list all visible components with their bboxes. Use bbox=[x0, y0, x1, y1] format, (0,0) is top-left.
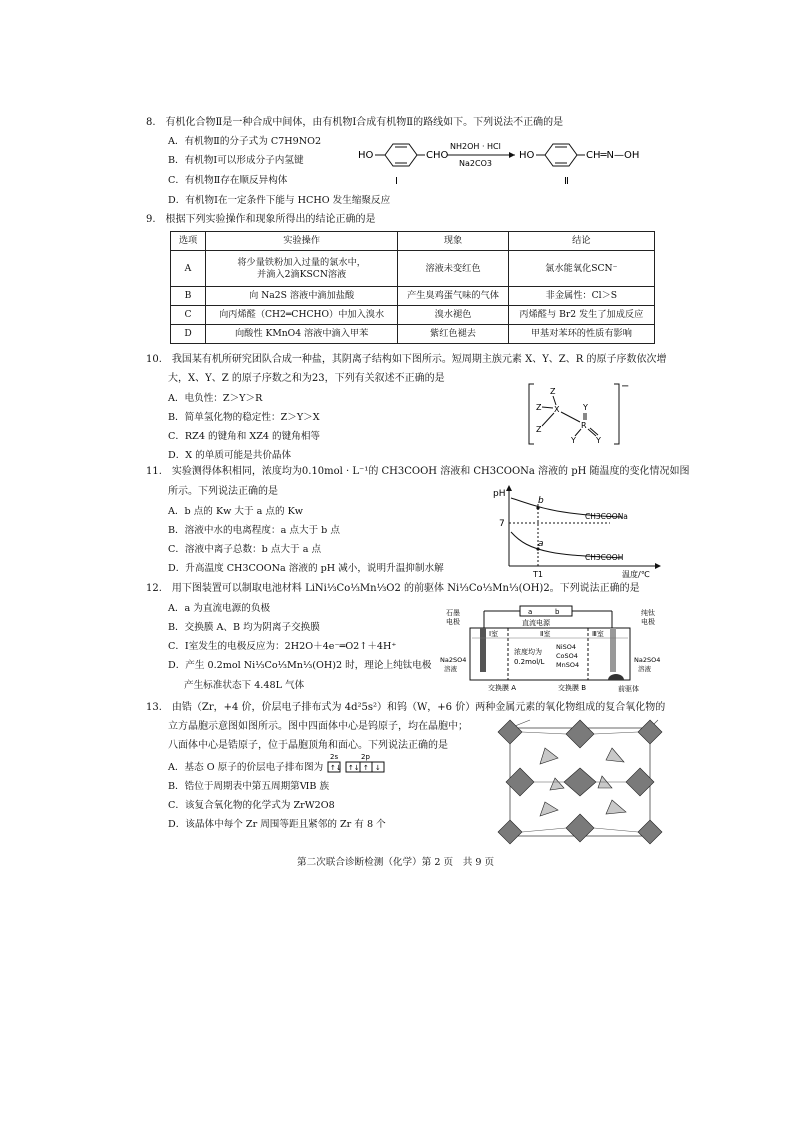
x-axis-label: 温度/℃ bbox=[622, 570, 650, 579]
q12-option-d-line1: D．产生 0.2mol Ni⅓Co⅓Mn⅓(OH)2 时，理论上纯钛电极 bbox=[168, 660, 432, 671]
table-cell: 甲基对苯环的性质有影响 bbox=[508, 325, 654, 344]
q10-stem-line1: 10. 我国某有机所研究团队合成一种盐，其阴离子结构如下图所示。短周期主族元素 X、Y、Z、R 的原子序数依次增 bbox=[146, 354, 667, 365]
q13-crystal-cell-figure bbox=[500, 718, 660, 843]
table-header: 选项 bbox=[171, 232, 206, 251]
table-row bbox=[171, 306, 655, 325]
table-header: 结论 bbox=[508, 232, 654, 251]
table-cell: 溴水褪色 bbox=[398, 306, 508, 325]
table-cell: 紫红色褪去 bbox=[398, 325, 508, 344]
q11-option-b: B．溶液中水的电离程度：a 点大于 b 点 bbox=[168, 525, 340, 536]
q8-stem: 8. 有机化合物Ⅱ是一种合成中间体，由有机物Ⅰ合成有机物Ⅱ的路线如下。下列说法不正确的是 bbox=[146, 117, 564, 128]
precursor-pile bbox=[608, 674, 624, 680]
table-header: 实验操作 bbox=[206, 232, 398, 251]
q13-orbital-diagram bbox=[326, 751, 396, 777]
room2-label: Ⅱ室 bbox=[540, 630, 551, 638]
legend-ch3cooh: CH3COOH bbox=[585, 553, 624, 562]
q10-option-b: B．简单氢化物的稳定性：Z＞Y＞X bbox=[168, 412, 320, 423]
atom-y1: Y bbox=[583, 403, 588, 412]
power-label: 直流电源 bbox=[522, 619, 550, 627]
q10-option-a: A．电负性：Z＞Y＞R bbox=[168, 393, 263, 404]
q8-product-tail: CH═N—OH bbox=[586, 150, 640, 161]
tick-7: 7 bbox=[499, 519, 505, 529]
arrow-icon: ↑↓ bbox=[348, 764, 360, 772]
q12-option-b: B．交换膜 A、B 均为阴离子交换膜 bbox=[168, 622, 320, 633]
q11-option-d: D．升高温度 CH3COONa 溶液的 pH 减小，说明升温抑制水解 bbox=[168, 563, 444, 574]
q13-option-b: B．锆位于周期表中第五周期第ⅥB 族 bbox=[168, 781, 330, 792]
table-cell-line: 并滴入2滴KSCN溶液 bbox=[257, 268, 347, 280]
table-cell: 向丙烯醛（CH2═CHCHO）中加入溴水 bbox=[206, 306, 398, 325]
membrane-b-label: 交换膜 B bbox=[558, 684, 587, 692]
table-row bbox=[171, 287, 655, 306]
q11-stem-line1: 11. 实验测得体积相同，浓度均为0.10mol · L⁻¹的 CH3COOH 溶液和 CH3COONa 溶液的 pH 随温度的变化情况如图 bbox=[146, 466, 690, 477]
q12-option-a: A．a 为直流电源的负极 bbox=[168, 603, 271, 614]
q13-stem-line1: 13. 由锆（Zr，+4 价，价层电子排布式为 4d²5s²）和钨（W，+6 价）两种金属元素的氧化物组成的复合氧化物的 bbox=[146, 702, 666, 713]
label-b: b bbox=[538, 496, 544, 506]
table-cell: A bbox=[171, 251, 206, 287]
table-cell bbox=[206, 251, 398, 287]
q8-ho-left: HO bbox=[358, 150, 374, 161]
q13-option-d: D．该晶体中每个 Zr 周围等距且紧邻的 Zr 有 8 个 bbox=[168, 819, 386, 830]
orbital-2s-label: 2s bbox=[330, 753, 339, 761]
q9-stem: 9. 根据下列实验操作和现象所得出的结论正确的是 bbox=[146, 214, 376, 225]
graphite-label2: 电极 bbox=[446, 618, 460, 626]
right-bracket bbox=[614, 384, 619, 444]
q13-option-c: C．该复合氧化物的化学式为 ZrW2O8 bbox=[168, 800, 335, 811]
y-axis-label: pH bbox=[493, 489, 506, 499]
q10-option-c: C．RZ4 的键角和 XZ4 的键角相等 bbox=[168, 431, 321, 442]
arrow-icon: ↑↓ bbox=[330, 764, 342, 772]
right-solution1: Na2SO4 bbox=[634, 656, 661, 664]
q8-label-ii: Ⅱ bbox=[564, 176, 569, 187]
q11-stem-line2: 所示。下列说法正确的是 bbox=[168, 486, 278, 497]
q8-label-i: Ⅰ bbox=[395, 176, 398, 187]
table-header-row bbox=[171, 232, 655, 251]
atom-z2: Z bbox=[536, 403, 542, 412]
q8-option-a: A．有机物Ⅱ的分子式为 C7H9NO2 bbox=[168, 136, 322, 147]
salt-nis04: NiSO4 bbox=[556, 643, 577, 651]
charge-label: − bbox=[621, 381, 630, 392]
table-cell: C bbox=[171, 306, 206, 325]
salt-mnso4: MnSO4 bbox=[556, 661, 580, 669]
atom-r: R bbox=[581, 421, 587, 430]
power-b: b bbox=[555, 608, 560, 616]
q8-reaction-scheme bbox=[355, 130, 655, 190]
q9-table bbox=[170, 231, 655, 344]
q10-option-d: D．X 的单质可能是共价晶体 bbox=[168, 450, 292, 461]
table-cell: B bbox=[171, 287, 206, 306]
q10-stem-line2: 大，X、Y、Z 的原子序数之和为23，下列有关叙述不正确的是 bbox=[168, 373, 445, 384]
q10-anion-structure bbox=[528, 380, 628, 448]
arrow-icon: ↑ bbox=[363, 764, 369, 772]
table-cell: D bbox=[171, 325, 206, 344]
page-footer: 第二次联合诊断检测（化学）第 2 页 共 9 页 bbox=[297, 857, 495, 868]
q8-cho: CHO bbox=[426, 150, 449, 161]
membrane-a-label: 交换膜 A bbox=[488, 684, 517, 692]
conc-label: 浓度均为 bbox=[514, 648, 542, 656]
table-cell: 非金属性：Cl＞S bbox=[508, 287, 654, 306]
q11-option-a: A．b 点的 Kw 大于 a 点的 Kw bbox=[168, 506, 304, 517]
point-b bbox=[536, 506, 539, 509]
graphite-label1: 石墨 bbox=[446, 609, 460, 617]
ti-label2: 电极 bbox=[641, 618, 655, 626]
q12-option-d-line2: 产生标准状态下 4.48L 气体 bbox=[184, 680, 305, 691]
table-header: 现象 bbox=[398, 232, 508, 251]
table-cell: 向 Na2S 溶液中滴加盐酸 bbox=[206, 287, 398, 306]
q8-option-b: B．有机物Ⅰ可以形成分子内氢键 bbox=[168, 155, 304, 166]
table-row bbox=[171, 325, 655, 344]
q12-electrolysis-diagram bbox=[440, 598, 672, 696]
atom-z1: Z bbox=[550, 387, 556, 396]
room3-label: Ⅲ室 bbox=[592, 630, 604, 638]
table-cell-line: 将少量铁粉加入过量的氯水中， bbox=[237, 257, 366, 268]
q8-option-c: C．有机物Ⅱ存在顺反异构体 bbox=[168, 175, 288, 186]
q8-option-d: D．有机物Ⅰ在一定条件下能与 HCHO 发生缩聚反应 bbox=[168, 195, 391, 206]
q8-reagent-bottom: Na2CO3 bbox=[459, 159, 492, 168]
precursor-label: 前驱体 bbox=[618, 685, 639, 693]
zr-octahedra bbox=[498, 720, 662, 844]
q13-stem-line3: 八面体中心是锆原子，位于晶胞顶角和面心。下列说法正确的是 bbox=[168, 740, 448, 751]
table-cell: 产生臭鸡蛋气味的气体 bbox=[398, 287, 508, 306]
legend-ch3coona: CH3COONa bbox=[585, 512, 628, 521]
q12-option-c: C．Ⅰ室发生的电极反应为：2H2O＋4e⁻═O2↑＋4H⁺ bbox=[168, 641, 397, 652]
tick-t1: T1 bbox=[533, 570, 543, 579]
room1-label: Ⅰ室 bbox=[489, 630, 499, 638]
salt-coso4: CoSO4 bbox=[556, 652, 578, 660]
atom-x: X bbox=[554, 405, 560, 414]
arrow-icon: ↓ bbox=[375, 764, 381, 772]
ti-label1: 纯钛 bbox=[641, 609, 655, 617]
q13-stem-line2: 立方晶胞示意图如图所示。图中四面体中心是钨原子，均在晶胞中； bbox=[168, 721, 468, 732]
table-cell: 氯水能氧化SCN⁻ bbox=[508, 251, 654, 287]
left-solution1: Na2SO4 bbox=[440, 656, 467, 664]
q8-ho-right: HO bbox=[519, 150, 535, 161]
q12-stem: 12. 用下图装置可以制取电池材料 LiNi⅓Co⅓Mn⅓O2 的前驱体 Ni⅓Co⅓Mn⅓(OH)2。下列说法正确的是 bbox=[146, 583, 640, 594]
table-cell: 溶液未变红色 bbox=[398, 251, 508, 287]
left-bracket bbox=[529, 384, 534, 444]
left-solution2: 溶液 bbox=[444, 665, 457, 673]
table-cell: 向酸性 KMnO4 溶液中滴入甲苯 bbox=[206, 325, 398, 344]
q13-option-a: A．基态 O 原子的价层电子排布图为 bbox=[168, 762, 324, 773]
q11-ph-graph bbox=[490, 480, 665, 582]
ti-electrode bbox=[610, 628, 616, 672]
atom-y2: Y bbox=[571, 436, 576, 445]
table-row bbox=[171, 251, 655, 287]
orbital-2p-label: 2p bbox=[361, 753, 370, 761]
q8-reagent-top: NH2OH · HCl bbox=[450, 142, 501, 151]
atom-z3: Z bbox=[536, 425, 542, 434]
right-solution2: 溶液 bbox=[638, 665, 651, 673]
label-a: a bbox=[538, 539, 544, 549]
q11-option-c: C．溶液中离子总数：b 点大于 a 点 bbox=[168, 544, 322, 555]
table-cell: 丙烯醛与 Br2 发生了加成反应 bbox=[508, 306, 654, 325]
graphite-electrode bbox=[480, 628, 486, 672]
conc-label2: 0.2mol/L bbox=[514, 658, 545, 666]
power-a: a bbox=[528, 608, 533, 616]
atom-y3: Y bbox=[596, 436, 601, 445]
